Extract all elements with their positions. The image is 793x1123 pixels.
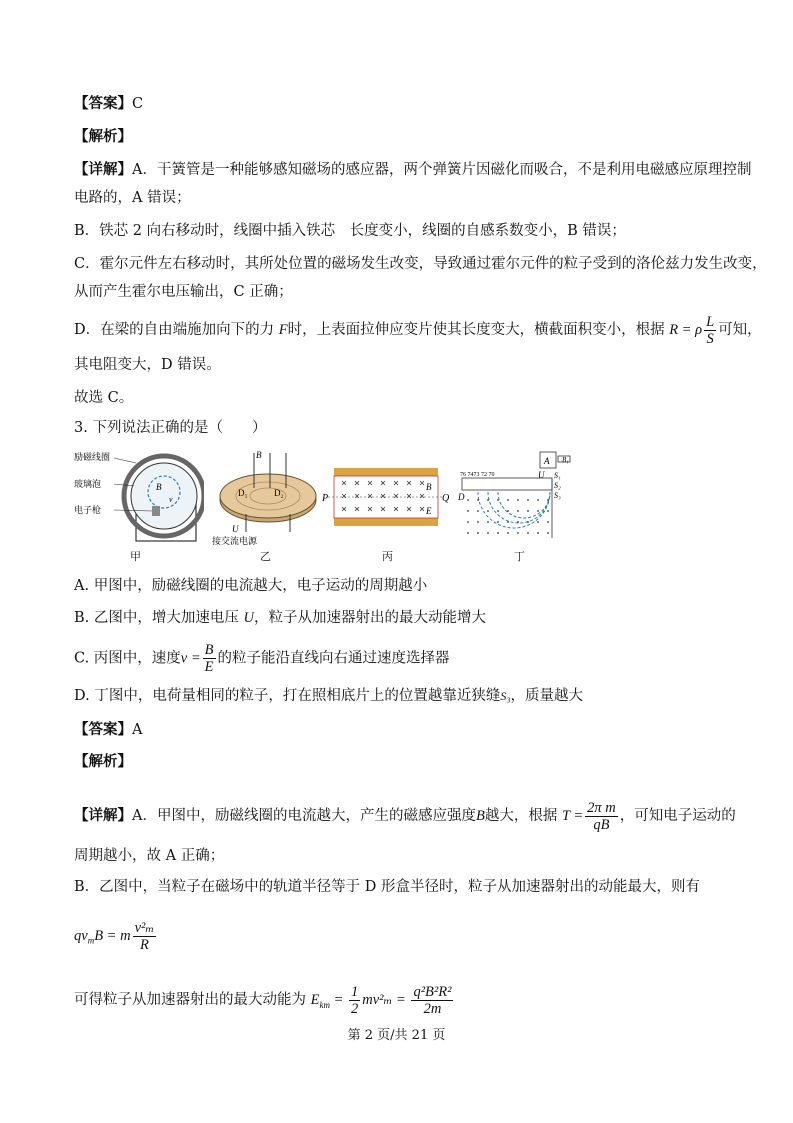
svg-text:A: A [544, 456, 550, 466]
field-dot [507, 532, 509, 534]
option-c: C. 丙图中，速度v = $\frac{B}{E}$ 的粒子能沿直线向右通过速度选择器 [74, 642, 450, 675]
field-dot [527, 532, 529, 534]
figure-yi [210, 448, 320, 548]
energy-formula: $E_{km}$ = $\frac{1}{2}$ mv²ₘ = $\frac{\text{q²B²R²}}{2m}$ [310, 984, 452, 1017]
fig-yi-caption: 乙 [260, 550, 271, 563]
field-dot [547, 499, 549, 501]
detail-tag: 【详解】 [74, 161, 132, 178]
detail3-line-a2: 周期越小，故 A 正确； [74, 848, 225, 864]
detail3-line-a: 【详解】A．甲图中，励磁线圈的电流越大，产生的磁感应强度B越大，根据 T = $\frac{\text{2π m}}{qB}$ ，可知电子运动的 [74, 800, 736, 833]
fig-jia-label-coil: 励磁线圈 [74, 452, 111, 462]
figure-ding [458, 448, 578, 548]
field-dot [507, 510, 509, 512]
answer-tag: 【答案】 [74, 95, 132, 112]
field-dot [467, 532, 469, 534]
detail-line-6: D．在梁的自由端施加向下的力 F时，上表面拉伸应变片使其长度变大，横截面积变小，根据 R = ρ $\frac{L}{S}$ 可知， [74, 314, 762, 347]
field-dot [527, 510, 529, 512]
field-dot [537, 510, 539, 512]
detail-line-8: 故选 C。 [74, 390, 134, 406]
svg-text:U: U [538, 470, 545, 480]
svg-text:D₁: D₁ [238, 488, 248, 498]
field-dot [497, 532, 499, 534]
svg-text:B: B [156, 482, 162, 492]
field-dot [487, 499, 489, 501]
field-dot [547, 532, 549, 534]
field-dot [507, 521, 509, 523]
field-dot [477, 532, 479, 534]
field-dot [527, 499, 529, 501]
option-d: D. 丁图中，电荷量相同的粒子，打在照相底片上的位置越靠近狭缝S₃，质量越大 [74, 688, 583, 704]
figure-jia [74, 448, 204, 548]
detail-line-2: 电路的，A 错误； [74, 190, 191, 206]
resistance-formula: R = ρ $\frac{L}{S}$ [669, 314, 715, 347]
detail3-line-b: B．乙图中，当粒子在磁场中的轨道半径等于 D 形盒半径时，粒子从加速器射出的动能最大，则有 [74, 879, 700, 895]
svg-text:Q: Q [442, 493, 450, 504]
detail-line-3: B．铁芯 2 向右移动时，线圈中插入铁芯 长度变小，线圈的自感系数变小，B 错误； [74, 223, 626, 239]
field-dot [497, 521, 499, 523]
fig-ding-caption: 丁 [514, 550, 525, 563]
field-dot [537, 532, 539, 534]
detail-text: A．干簧管是一种能够感知磁场的感应器，两个弹簧片因磁化而吸合，不是利用电磁感应原理控制 [132, 162, 752, 178]
figure-bing [322, 448, 452, 548]
period-formula: T = $\frac{\text{2π m}}{qB}$ [561, 800, 616, 833]
fig-yi-label-ac: 接交流电源 [212, 536, 258, 546]
svg-text:P: P [322, 493, 329, 504]
svg-text:v: v [169, 495, 173, 504]
force-symbol: F [278, 321, 288, 338]
svg-text:D₂: D₂ [274, 488, 284, 498]
fig-bing-caption: 丙 [382, 550, 393, 563]
fig-jia-caption: 甲 [130, 550, 141, 563]
field-dot [547, 510, 549, 512]
fig-jia-label-gun: 电子枪 [74, 505, 102, 515]
field-dot [517, 532, 519, 534]
field-dot [487, 521, 489, 523]
svg-text:S₂: S₂ [554, 481, 561, 490]
lorentz-formula: $qv_mB = m$ $\frac{\text{v²ₘ}}{R}$ [74, 920, 155, 953]
question-stem: 3. 下列说法正确的是（ ） [74, 420, 267, 436]
field-dot [517, 510, 519, 512]
answer-line [74, 94, 143, 114]
field-dot [527, 521, 529, 523]
field-dot [537, 499, 539, 501]
answer-line-3: 【答案】A [74, 721, 143, 738]
option-a: A. 甲图中，励磁线圈的电流越大，电子运动的周期越小 [74, 578, 428, 594]
option-b: B. 乙图中，增大加速电压 U，粒子从加速器射出的最大动能增大 [74, 610, 486, 626]
svg-text:76 7473 72 70: 76 7473 72 70 [460, 472, 495, 478]
detail-line-7: 其电阻变大，D 错误。 [74, 357, 221, 373]
svg-text:B₁: B₁ [562, 456, 569, 464]
svg-text:U: U [232, 524, 239, 534]
field-dot [507, 499, 509, 501]
page-footer: 第 2 页/共 21 页 [347, 1028, 446, 1043]
field-dot [477, 510, 479, 512]
detail-line-4: C．霍尔元件左右移动时，其所处位置的磁场发生改变，导致通过霍尔元件的粒子受到的洛伦兹力发生改变， [74, 256, 767, 272]
svg-text:B: B [256, 450, 262, 460]
svg-text:S₁: S₁ [554, 471, 561, 480]
analysis-tag: 【解析】 [74, 128, 132, 145]
field-dot [517, 499, 519, 501]
svg-text:E: E [426, 506, 432, 516]
answer-value: C [132, 96, 144, 112]
field-dot [537, 521, 539, 523]
field-dot [467, 499, 469, 501]
analysis-tag-3: 【解析】 [74, 753, 132, 770]
fig-jia-label-bulb: 玻璃泡 [74, 479, 102, 489]
field-dot [497, 499, 499, 501]
svg-text:B: B [426, 482, 432, 492]
detail-line-1 [74, 160, 751, 180]
svg-text:D: D [458, 492, 465, 502]
field-dot [467, 521, 469, 523]
field-dot [487, 532, 489, 534]
field-dot [497, 510, 499, 512]
field-dot [517, 521, 519, 523]
detail-line-5: 从而产生霍尔电压输出，C 正确； [74, 284, 293, 300]
field-dot [477, 499, 479, 501]
field-dot [487, 510, 489, 512]
svg-text:S₃: S₃ [554, 491, 561, 500]
field-dot [467, 510, 469, 512]
field-dot [547, 521, 549, 523]
field-dot [477, 521, 479, 523]
detail3-line-e: 可得粒子从加速器射出的最大动能为 $E_{km}$ = $\frac{1}{2}$ mv²ₘ = $\frac{\text{q²B²R²}}{2m}$ [74, 984, 455, 1017]
